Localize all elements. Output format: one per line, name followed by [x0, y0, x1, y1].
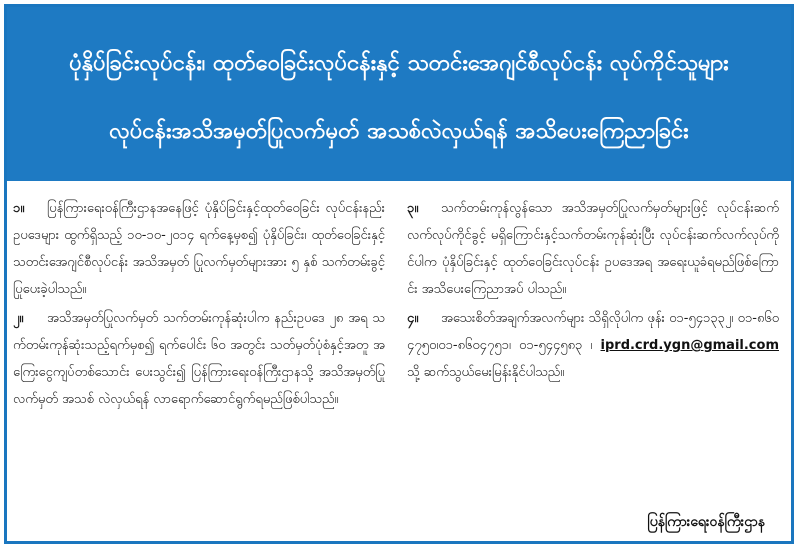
- paragraph-2-number: ၂။: [13, 311, 24, 326]
- left-column: [13, 195, 385, 535]
- paragraph-4: [407, 305, 779, 386]
- header-title-line-1: ပုံနှိပ်ခြင်းလုပ်ငန်း၊ ထုတ်ဝေခြင်းလုပ်ငန်းနှင့် သတင်းအေဂျင်စီလုပ်ငန်း လုပ်ကိုင်သူများ: [69, 51, 729, 76]
- paragraph-1-text: ပြန်ကြားရေးဝန်ကြီးဌာနအနေဖြင့် ပုံနှိပ်ခြင်းနှင့်ထုတ်ဝေခြင်း လုပ်ငန်းနည်းဥပဒေများ ထွက်ရှိသည့် ၁၀-၁၀-၂၀၁၄ ရက်နေ့မှစ၍ ပုံနှိပ်ခြင်း၊ ထုတ်ဝေခြင်းနှင့် သတင်းအေဂျင်စီလုပ်ငန်း အသိအမှတ် ပြုလက်မှတ်များအား ၅ နှစ် သက်တမ်းခွင့်ပြုပေးခဲ့ပါသည်။: [13, 201, 385, 297]
- contact-email-link[interactable]: iprd.crd.ygn@gmail.com: [600, 338, 779, 353]
- signature-ministry: ပြန်ကြားရေးဝန်ကြီးဌာန: [647, 514, 765, 530]
- paragraph-4-text: အသေးစိတ်အချက်အလက်များ သိရှိလိုပါက ဖုန်း ၀၁-၅၄၁၃၃၂၊ ၀၁-၈၆၀၄၇၅၀၊၀၁-၈၆၀၄၇၅၁၊ ၀၁-၅၄၄၅၈၃ ၊: [407, 311, 779, 353]
- paragraph-3-text: သက်တမ်းကုန်လွန်သော အသိအမှတ်ပြုလက်မှတ်များဖြင့် လုပ်ငန်းဆက်လက်လုပ်ကိုင်ခွင့် မရှိကြောင်းနှင့်သက်တမ်းကုန်ဆုံးပြီး လုပ်ငန်းဆက်လက်လုပ်ကိုင်ပါက ပုံနှိပ်ခြင်းနှင့် ထုတ်ဝေခြင်းလုပ်ငန်း ဥပဒေအရ အရေးယူခံရမည်ဖြစ်ကြောင်း အသိပေးကြေညာအပ် ပါသည်။: [407, 201, 779, 297]
- header-title-line-2: လုပ်ငန်းအသိအမှတ်ပြုလက်မှတ် အသစ်လဲလှယ်ရန် အသိပေးကြေညာခြင်း: [109, 119, 689, 144]
- announcement-body: [7, 185, 791, 541]
- announcement-header: [7, 7, 791, 181]
- paragraph-1: [13, 195, 385, 303]
- paragraph-2-text: အသိအမှတ်ပြုလက်မှတ် သက်တမ်းကုန်ဆုံးပါက နည်းဥပဒေ ၂၈ အရ သက်တမ်းကုန်ဆုံးသည့်ရက်မှစ၍ ရက်ပေါင်း ၆၀ အတွင်း သတ်မှတ်ပုံစံနှင့်အတူ အကြေးငွေကျပ်တစ်သောင်း ပေးသွင်း၍ ပြန်ကြားရေးဝန်ကြီးဌာနသို့ အသိအမှတ်ပြုလက်မှတ် အသစ် လဲလှယ်ရန် လာရောက်ဆောင်ရွက်ရမည်ဖြစ်ပါသည်။: [13, 311, 385, 407]
- paragraph-1-number: ၁။: [13, 201, 25, 216]
- paragraph-3: [407, 195, 779, 303]
- paragraph-3-number: ၃။: [407, 201, 419, 216]
- paragraph-2: [13, 305, 385, 413]
- right-column: [407, 195, 779, 535]
- paragraph-4-suffix: သို့ ဆက်သွယ်မေးမြန်းနိုင်ပါသည်။: [407, 365, 565, 380]
- announcement-frame: [4, 4, 794, 544]
- paragraph-4-number: ၄။: [407, 311, 419, 326]
